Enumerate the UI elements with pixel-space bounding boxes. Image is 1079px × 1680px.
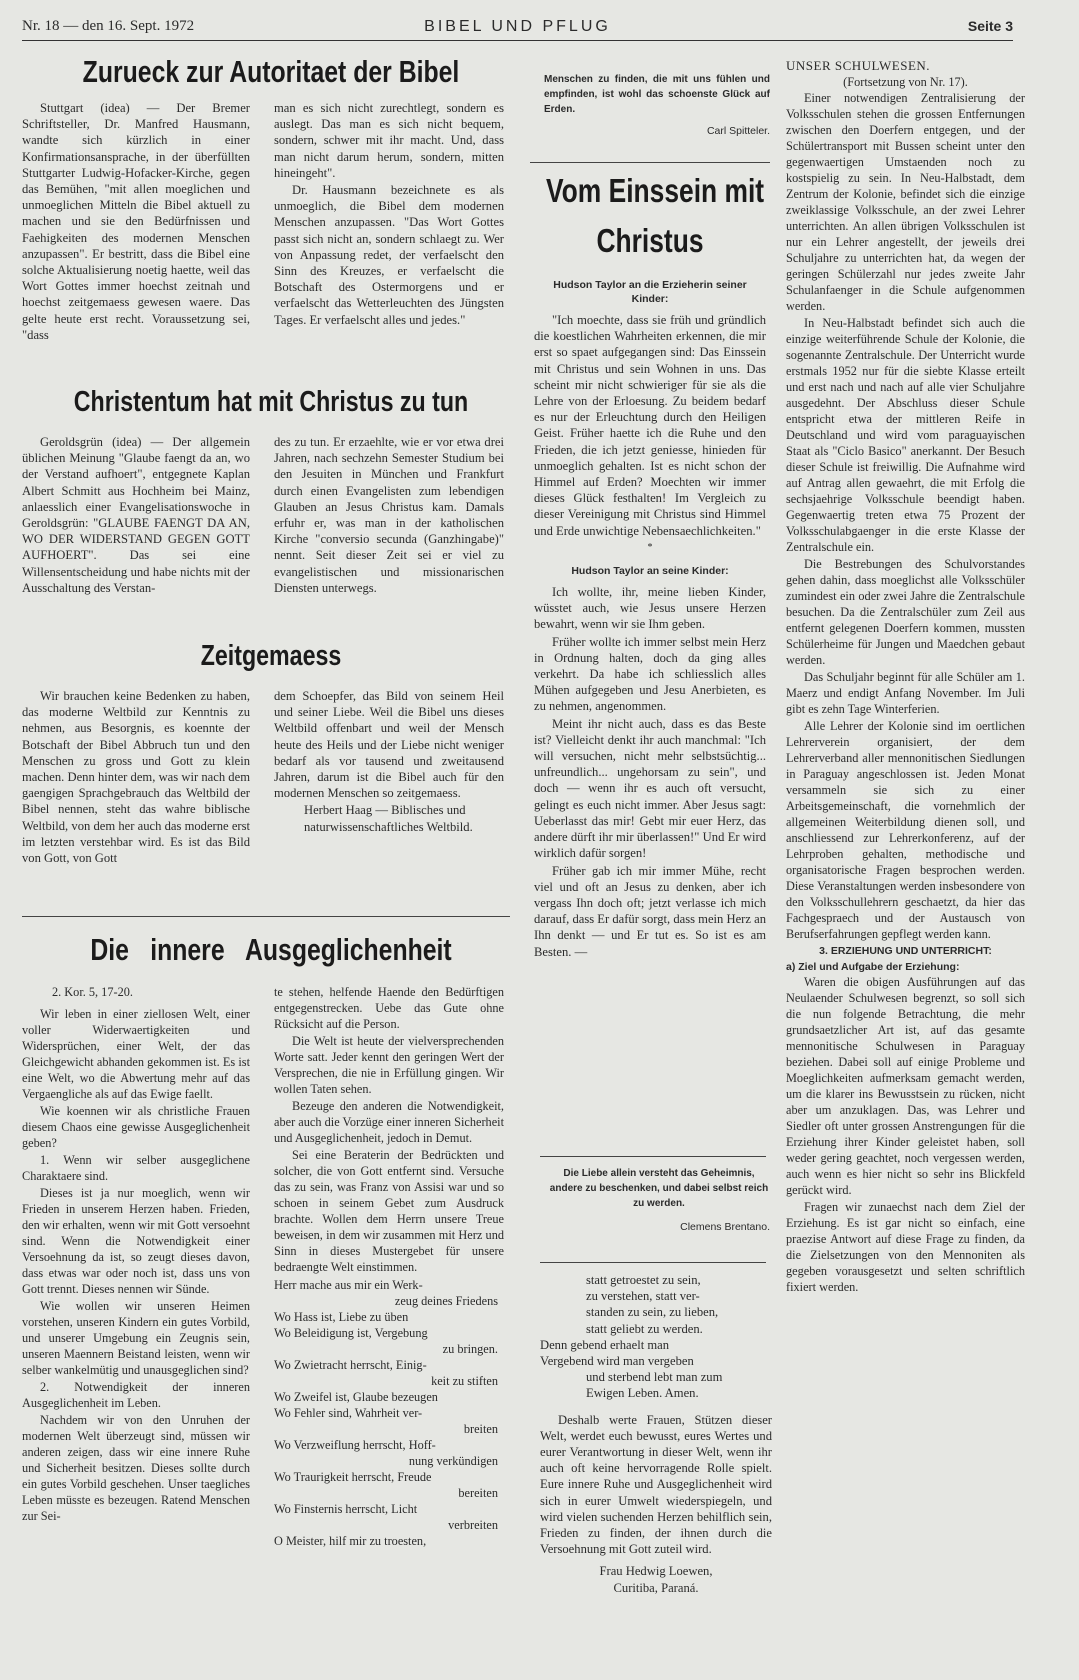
quote-brentano: Die Liebe allein versteht das Geheimnis, andere zu beschenken, und dabei selbst reich zu werden.	[549, 1168, 769, 1209]
poem-line: und sterbend lebt man zum	[586, 1370, 723, 1385]
poem-line: bereiten	[458, 1486, 498, 1500]
poem-line: zeug deines Friedens	[394, 1294, 498, 1308]
section-heading: 3. ERZIEHUNG UND UNTERRICHT:	[819, 945, 992, 957]
paragraph: Nachdem wir von den Unruhen der modernen Welt überzeugt sind, müssen wir anderen zeigen, dass wir eine innere Ruhe und Sicherheit besitzen. Dieses sollte durch ein gutes Vorbild geschehen. Unser taegliches Leben müsste es bezeugen. Ratend Menschen zur Sei-	[22, 1413, 250, 1523]
subsection-heading: a) Ziel und Aufgabe der Erziehung:	[786, 961, 960, 973]
prayer-end-block	[540, 1272, 772, 1596]
paragraph: Wir leben in einer ziellosen Welt, einer voller Widerwaertigkeiten und Widersprüchen, einer Welt, der das Gleichgewicht abhanden gekommen ist. Es ist eine Welt, wo die Abwertung mehr auf das Vergaengliche als auf das Ewige faellt.	[22, 1007, 250, 1101]
paragraph: Deshalb werte Frauen, Stützen dieser Welt, werdet euch bewusst, eures Wertes und eurer Verantwortung in dieser Welt, wenn ihr auch oft keine hervorragende Rolle spielt. Eure innere Ruhe und Ausgeglichenheit wird sich in eurer Umwelt wiederspiegeln, und wird vielen suchenden Herzen behilflich sein, Frieden zu finden, der ihnen durch die Versoehnung mit Gott zuteil wird.	[540, 1412, 772, 1557]
paragraph: In Neu-Halbstadt befindet sich auch die einzige weiterführende Schule der Kolonie, die sogenannte Zentralschule. Der Unterricht wurde erstmals 1952 nur für die siebte Klasse erteilt und erst nach und nach auf alle vier Schuljahre ausgedehnt. Der Abschluss dieser Schule entspricht etwa der mittleren Reife in Deutschland und wird vom paraguayischen Staat als "Ciclo Basico" anerkannt. Der Besuch dieser Schule ist freiwillig. Die Aufnahme wird auf Antrag allen gewaehrt, die mit Erfolg die sechsjaehrige Volksschule beendigt haben. Gegenwaertig treten etwa 75 Prozent der Volksschulabgaenger in die erste Klasse der Zentralschule ein.	[786, 316, 1025, 554]
headline-innere: Die innere Ausgeglichenheit	[90, 932, 452, 967]
christentum-col1	[22, 434, 250, 597]
headline-autoritaet: Zurueck zur Autoritaet der Bibel	[82, 54, 460, 89]
poem-line: nung verkündigen	[408, 1454, 498, 1468]
headline-einssein-1: Vom Einssein mit	[546, 172, 765, 209]
zeitgemaess-col2	[274, 688, 504, 836]
poem-line: Vergebend wird man vergeben	[540, 1354, 694, 1369]
paragraph: Geroldsgrün (idea) — Der allgemein üblichen Meinung "Glaube faengt da an, wo der Verstand aufhoert", entgegnete Kaplan Albert Schmitt aus Hochheim bei Mainz, anlaesslich einer Evangelisationswoche in Geroldsgrün: "GLAUBE FAENGT DA AN, WO DER WIDERSTAND GEGEN GOTT AUFHOERT". Das sei eine Willensentscheidung und habe nichts mit der Ausschaltung des Verstan-	[22, 435, 250, 595]
poem-line: zu verstehen, statt ver-	[586, 1289, 700, 1304]
headline-christentum: Christentum hat mit Christus zu tun	[73, 386, 469, 418]
poem-line: standen zu sein, zu lieben,	[586, 1305, 719, 1320]
signature-name: Frau Hedwig Loewen,	[599, 1564, 713, 1579]
poem-line: Denn gebend erhaelt man	[540, 1337, 670, 1352]
headline-schulwesen: UNSER SCHULWESEN.	[786, 58, 931, 73]
paragraph: Alle Lehrer der Kolonie sind im oertlichen Lehrerverein organisiert, der dem Lehrerverband aller mennonitischen Siedlungen in Paraguay angeschlossen ist. Jeden Monat versammeln sie sich zu einer Arbeitsgemeinschaft, die vornehmlich der allgemeinen Weiterbildung dienen soll, und anschliessend zur Lehrerkonferenz, auf der Lehrproben gehalten, methodische und organisatorische Fragen besprochen werden. Diese Veranstaltungen werden insbesondere von den Volksschullehrern geschaetzt, da hier das Fachgespraech und der Austausch von Berufserfahrungen gepflegt werden kann.	[786, 719, 1025, 941]
divider	[22, 916, 510, 917]
subtitle: Hudson Taylor an seine Kinder:	[571, 565, 729, 578]
paragraph: Bezeuge den anderen die Notwendigkeit, aber auch die Vorzüge einer inneren Sicherheit und Ausgeglichenheit, jedoch in Demut.	[274, 1099, 504, 1145]
poem-line: Wo Traurigkeit herrscht, Freude	[274, 1470, 432, 1484]
paragraph: man es sich nicht zurechtlegt, sondern es auslegt. Das man es sich nicht bequem, sondern, schwer mit ihr macht. Und, dass man nicht darum herum, sondern, mitten hineingeht".	[274, 101, 504, 180]
reference: 2. Kor. 5, 17-20.	[52, 985, 133, 999]
paragraph: Wie wollen wir unseren Heimen vorstehen, unseren Kindern ein gutes Vorbild, und unserer Umgebung ein Zeugnis sein, unseren Maennern Beistand leisten, wenn wir selber wankelmütig und unausgeglichen sind?	[22, 1299, 250, 1377]
poem-line: keit zu stiften	[431, 1374, 498, 1388]
autoritaet-col2	[274, 100, 504, 329]
divider	[540, 1156, 766, 1157]
masthead: BIBEL UND PFLUG	[424, 18, 611, 35]
poem-line: statt getroestet zu sein,	[586, 1273, 701, 1287]
paragraph: Wir brauchen keine Bedenken zu haben, das moderne Weltbild zur Kenntnis zu nehmen, aus Besorgnis, es koennte der Botschaft der Bibel Abbruch tun und den Menschen zu gross und Gott zu klein machen. Denn hinter dem, was wir nach dem gaengigen Sprachgebrauch das Weltbild der Bibel nennen, steht das wahre biblische Weltbild, von dem her auch das moderne erst im letzten verstehbar wird. Es ist das Bild von Gott, von Gott	[22, 689, 250, 866]
quote-author: Clemens Brentano.	[680, 1221, 770, 1233]
paragraph: Die Welt ist heute der vielversprechenden Worte satt. Jeder kennt den geringen Wert der Versprechen, die nie in Erfüllung gingen. Wir wollen Taten sehen.	[274, 1034, 504, 1096]
paragraph: Fragen wir zunaechst nach dem Ziel der Erziehung. Es ist gar nicht so einfach, eine praezise Antwort auf diese Frage zu finden, da die Zielsetzungen von den Mennoniten als gegeben vorausgesetzt und selten schriftlich fixiert werden.	[786, 1200, 1025, 1294]
issue-date: Nr. 18 — den 16. Sept. 1972	[22, 18, 195, 34]
divider	[540, 1262, 766, 1263]
prayer-end	[540, 1272, 772, 1402]
paragraph: des zu tun. Er erzaehlte, wie er vor etwa drei Jahren, nach sechzehn Semester Studium bei den Jesuiten in München und Frankfurt durch einen Evangelisten zum lebendigen Glauben an Jesus Christus kam. Damals erfuhr er, was man in der katholischen Kirche "conversio secunda (Ganzhingabe)" nennt. Seit dieser Zeit sei er viel zu evangelistischen und missionarischen Diensten unterwegs.	[274, 435, 504, 595]
poem-line: Herr mache aus mir ein Werk-	[274, 1278, 423, 1292]
innere-col2	[274, 984, 504, 1549]
poem-line: Wo Verzweiflung herrscht, Hoff-	[274, 1438, 436, 1452]
poem-line: Wo Zweifel ist, Glaube bezeugen	[274, 1390, 438, 1404]
einssein-body	[534, 278, 766, 961]
poem-line: zu bringen.	[442, 1342, 498, 1356]
article-schulwesen	[786, 58, 1025, 1296]
signature-place: Curitiba, Paraná.	[613, 1580, 699, 1595]
paragraph: Sei eine Beraterin der Bedrückten und solcher, die von Gott entfernt sind. Versuche das zu sein, was Franz von Assisi war und so schoen in seinem Gebet zum Ausdruck brachte. Wollen dem Herrn unsere Treue beweisen, in dem wir zusammen mit Herz und Sinn in dieses Mustergebet für unsere bedraengte Welt einstimmen.	[274, 1148, 504, 1274]
paragraph: Früher gab ich mir immer Mühe, recht viel und oft an Jesus zu denken, aber ich vergass Ihn doch oft; jetzt verlasse ich mich darauf, dass Er dafür sorgt, dass mein Herz an Ihn denkt — und Er tut es. So ist es am Besten. —	[534, 863, 766, 959]
poem-line: Wo Zwietracht herrscht, Einig-	[274, 1358, 427, 1372]
quote-brentano-block	[548, 1166, 770, 1235]
paragraph: Dieses ist ja nur moeglich, wenn wir Frieden in unserem Herzen haben. Frieden, den wir erhalten, wenn wir mit Gott versoehnt sind. Wenn die Notwendigkeit einer Versoehnung da ist, so zeugt dieses davon, dass etwas war oder noch ist, dass uns von Gott trennt. Dieses nennen wir Sünde.	[22, 1186, 250, 1296]
poem-line: Wo Hass ist, Liebe zu üben	[274, 1310, 409, 1324]
paragraph: Einer notwendigen Zentralisierung der Volksschulen stehen die grossen Entfernungen zwischen den Doerfern entgegen, und der Schülertransport mit Bussen scheint unter den gegenwaertigen Umstaenden noch zu kostspielig zu sein. In Neu-Halbstadt, dem Zentrum der Kolonie, befindet sich die einzige zweiklassige Volksschule, an der zwei Lehrer unterrichten. An allen übrigen Volksschulen ist nur ein Lehrer angestellt, der jeweils drei Schuljahre zu unterrichten hat, da wegen der geringen Schülerzahl nur jedes zweite Jahr Schulanfaenger in die Schule aufgenommen werden.	[786, 91, 1025, 313]
headline-zeitgemaess: Zeitgemaess	[200, 640, 342, 672]
paragraph: Früher wollte ich immer selbst mein Herz in Ordnung halten, doch da ging alles verkehrt. Da habe ich schliesslich alles Mühen aufgegeben und Jesu Anerbieten, es zu nehmen, angenommen.	[534, 634, 766, 714]
headline-einssein-2: Christus	[596, 222, 704, 259]
paragraph: 2. Notwendigkeit der inneren Ausgeglichenheit im Leben.	[22, 1380, 250, 1410]
star-separator: *	[647, 541, 653, 553]
author: Herbert Haag — Biblisches und naturwissenschaftliches Weltbild.	[304, 803, 473, 834]
paragraph: 1. Wenn wir selber ausgeglichene Charaktaere sind.	[22, 1153, 250, 1183]
quote-spitteler: Menschen zu finden, die mit uns fühlen und empfinden, ist wohl das schoenste Glück auf Erden.	[544, 74, 770, 115]
poem-line: Wo Fehler sind, Wahrheit ver-	[274, 1406, 423, 1420]
paragraph: Dr. Hausmann bezeichnete es als unmoeglich, die Bibel dem modernen Menschen anzupassen. "Das Wort Gottes passt sich nicht an, sondern schlaegt zu. Wer von Anpassung redet, der verfaelscht den Sinn des Kreuzes, er verfaelscht die Botschaft des Ostermorgens und er verfaelscht das Wetterleuchten des Jüngsten Tages. Er verfaelscht alles und jedes."	[274, 183, 504, 327]
subtitle: Hudson Taylor an die Erzieherin seiner Kinder:	[553, 279, 747, 305]
poem-line: statt geliebt zu werden.	[586, 1321, 703, 1336]
autoritaet-col1	[22, 100, 250, 344]
divider	[530, 162, 770, 163]
paragraph: Die Bestrebungen des Schulvorstandes gehen dahin, dass moeglichst alle Volksschüler zumindest ein oder zwei Jahre die Zentralschule besuchen. Da die Zentralschüler zum Zeil aus entfernt gelegenen Doerfern kommen, mussten Schülerheime für Jungen und Maedchen gebaut werden.	[786, 557, 1025, 667]
poem-line: verbreiten	[448, 1518, 498, 1532]
paragraph: Wie koennen wir als christliche Frauen diesem Chaos eine gewisse Ausgeglichenheit geben?	[22, 1104, 250, 1150]
prayer	[274, 1277, 504, 1549]
poem-line: O Meister, hilf mir zu troesten,	[274, 1534, 427, 1548]
innere-col1	[22, 984, 250, 1525]
paragraph: te stehen, helfende Haende den Bedürftigen entgegenstrecken. Uebe das Gute ohne Rücksicht auf die Person.	[274, 985, 504, 1031]
paragraph: Stuttgart (idea) — Der Bremer Schriftsteller, Dr. Manfred Hausmann, wandte sich kürzlich in einer Konfirmationsansprache, in der überfüllten Stuttgarter Ludwig-Hofacker-Kirche, gegen das Bemühen, "mit allen moeglichen und unmoeglichen Mitteln die Bibel aktuell zu machen und sie den Bedürfnissen und Faehigkeiten des modernen Menschen anzupassen". Er bestritt, dass die Bibel eine solche Aktualisierung noetig haette, weil das Wort Gottes immer hoechst zeitnah und hoechst zeitgemaess gewesen waere. Das gelte heute erst recht. Voraussetzung sei, "dass	[22, 101, 250, 342]
poem-line: Ewigen Leben. Amen.	[586, 1386, 699, 1401]
middle-column	[530, 72, 770, 139]
running-head	[22, 14, 1013, 41]
poem-line: Wo Finsternis herrscht, Licht	[274, 1502, 418, 1516]
paragraph: "Ich moechte, dass sie früh und gründlich die koestlichen Wahrheiten erkennen, die mir erst so spaet aufgegangen sind: Das Einssein mit Christus und sein Wohnen in uns. Das scheint mir nicht schwieriger für sie als die Lehre von der Erloesung. Zu beidem bedarf es nur der Erleuchtung durch den Heiligen Geist. Früher haette ich die Ruhe und den Frieden, die ich jetzt geniesse, hinieden für unmoeglich gehalten. Ist es nicht schon der Himmel auf Erden? Moechten wir immer dieses Glück festhalten! Im Vergleich zu dieser Vereinigung mit Christus sind Himmel und Erde unwichtige Nebensaechlichkeiten."	[534, 313, 766, 538]
poem-line: breiten	[463, 1422, 498, 1436]
paragraph: dem Schoepfer, das Bild von seinem Heil und seiner Liebe. Weil die Bibel uns dieses Weltbild offenbart und weil der Mensch heute des Heils und der Liebe nicht weniger bedarf als vor tausend und zweitausend Jahren, darum ist die Bibel auch für den modernen Menschen so zeitgemaess.	[274, 689, 504, 801]
page-number: Seite 3	[967, 18, 1013, 34]
poem-line: Wo Beleidigung ist, Vergebung	[274, 1326, 428, 1340]
zeitgemaess-col1	[22, 688, 250, 867]
christentum-col2	[274, 434, 504, 597]
paragraph: Ich wollte, ihr, meine lieben Kinder, wüsstet auch, wie Jesus unsere Herzen bewahrt, wenn wir sie Ihm geben.	[534, 585, 766, 632]
continuation-note: (Fortsetzung von Nr. 17).	[843, 75, 968, 89]
paragraph: Das Schuljahr beginnt für alle Schüler am 1. Maerz und endigt Anfang November. Im Juli gibt es zehn Tage Winterferien.	[786, 670, 1025, 716]
paragraph: Waren die obigen Ausführungen auf das Neulaender Schulwesen begrenzt, so soll sich die nun folgende Betrachtung, die mehr grundsaetzlicher Art ist, auf das gesamte mennonitische Schulwesen in Paraguay beziehen. Dabei soll auf einige Probleme und Moeglichkeiten aufmerksam gemacht werden, um die klarer ins Bewusstsein zu rücken, nicht aber um anzuklagen. Das, was Lehrer und Siedler oft unter grossen Anstrengungen für die Erziehung ihrer Kinder geleistet haben, soll weder gering geachtet, noch vergessen werden, auch wenn es hier nicht so sehr ins Blickfeld gerückt wird.	[786, 975, 1025, 1197]
quote-author: Carl Spitteler.	[706, 125, 770, 137]
paragraph: Meint ihr nicht auch, dass es das Beste ist? Vielleicht denkt ihr auch manchmal: "Ich will versuchen, nicht mehr selbstsüchtig... unfreundlich... ungehorsam zu sein", und doch — wenn ihr es auch oft versucht, gelingt es euch nicht immer. Aber Jesus sagt: Ueberlasst das mir! Gebt mir euer Herz, das andere dürft ihr mir überlassen!" Und Er wird wirklich dafür sorgen!	[534, 716, 766, 861]
